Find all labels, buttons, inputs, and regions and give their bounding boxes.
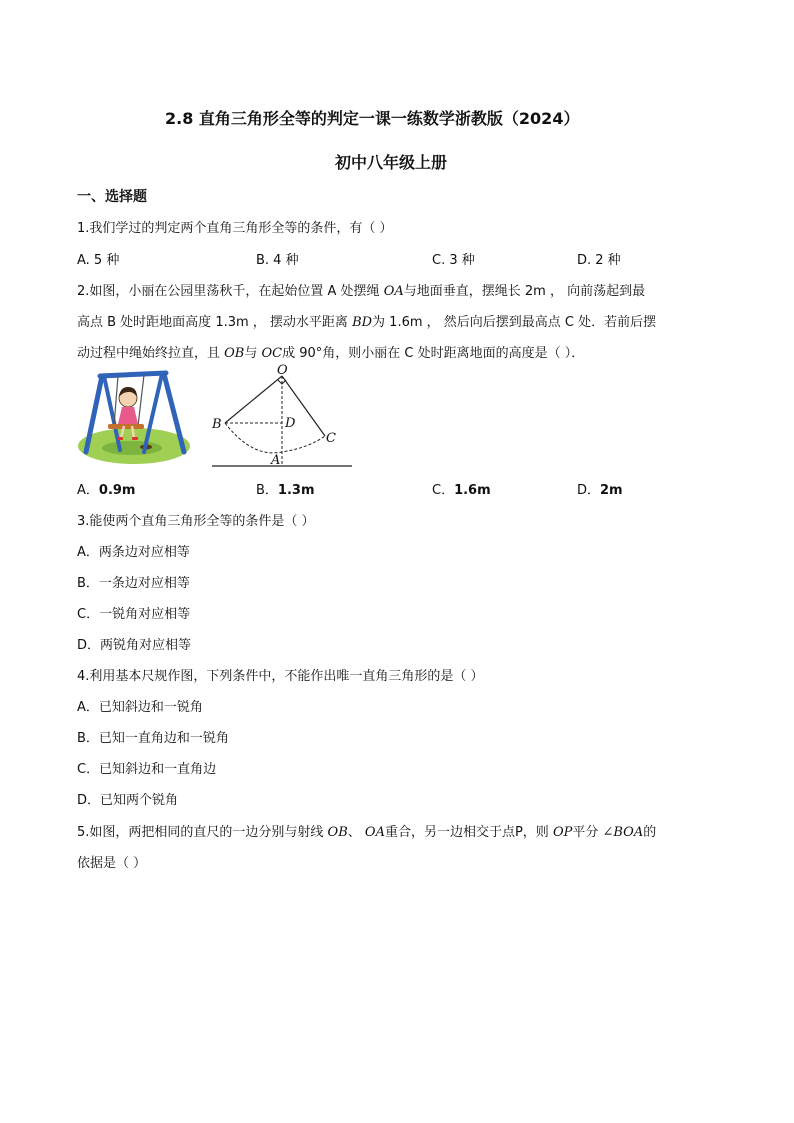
math-OP: OP: [552, 825, 573, 840]
question-2-option-b: [256, 479, 315, 498]
question-4-option-d: D．已知两个锐角: [77, 793, 179, 808]
question-1-option-c: C. 3 种: [432, 253, 475, 268]
label-A: A: [271, 453, 281, 468]
question-1-option-a: A. 5 种: [77, 253, 120, 268]
question-2-text: 与: [244, 346, 262, 361]
pendulum-figure: [206, 364, 356, 470]
question-2-text: 动过程中绳始终拉直，且: [77, 346, 225, 361]
question-3-option-b: B．一条边对应相等: [77, 576, 190, 591]
question-2-line-3: [77, 342, 584, 361]
question-2-line-2: [77, 311, 656, 330]
swing-seat: [108, 424, 144, 429]
question-5-line-2: 依据是（ ）: [77, 856, 147, 871]
question-2-text: 成 90°角，则小丽在 C 处时距离地面的高度是（ ）．: [282, 346, 585, 361]
math-OB: OB: [224, 346, 245, 361]
swing-rope-right: [138, 375, 144, 426]
segment-OB: [225, 376, 282, 423]
question-5-text: 重合，另一边相交于点P，则: [384, 825, 553, 840]
question-2-line-1: [77, 280, 645, 299]
swing-rope-left: [114, 376, 118, 426]
option-letter: A．: [77, 483, 99, 498]
question-4-option-a: A．已知斜边和一锐角: [77, 700, 203, 715]
question-5-text: 、: [347, 825, 365, 840]
math-angle-BOA: ∠BOA: [602, 825, 644, 840]
option-letter: D．: [577, 483, 601, 498]
question-2-text: 高点 B 处时距地面高度 1.3m ， 摆动水平距离: [77, 315, 353, 330]
question-1-option-b: B. 4 种: [256, 253, 299, 268]
grass-shadow: [102, 441, 162, 455]
math-OA: OA: [364, 825, 385, 840]
question-3-stem: 3.能使两个直角三角形全等的条件是（ ）: [77, 514, 315, 529]
girl-shoe-left: [117, 437, 123, 440]
label-O: O: [277, 364, 288, 378]
label-C: C: [326, 431, 336, 446]
label-D: D: [285, 416, 296, 431]
question-5-text: 的: [643, 825, 657, 840]
question-5-line-1: [77, 821, 656, 840]
option-letter: B．: [256, 483, 278, 498]
question-3-option-c: C．一锐角对应相等: [77, 607, 191, 622]
option-value: 0.9m: [98, 483, 136, 498]
option-value: 1.6m: [454, 483, 491, 498]
question-4-stem: 4.利用基本尺规作图，下列条件中，不能作出唯一直角三角形的是（ ）: [77, 669, 484, 684]
question-5-text: 5.如图，两把相同的直尺的一边分别与射线: [77, 825, 328, 840]
math-OC: OC: [261, 346, 283, 361]
question-1-stem: 1.我们学过的判定两个直角三角形全等的条件，有（ ）: [77, 221, 393, 236]
question-2-text: 2.如图，小丽在公园里荡秋千，在起始位置 A 处摆绳: [77, 284, 384, 299]
math-OB: OB: [327, 825, 348, 840]
question-2-text: 为 1.6m ， 然后向后摆到最高点 C 处．若前后摆: [372, 315, 657, 330]
question-2-option-d: [577, 479, 623, 498]
swing-frame-top-bar: [100, 373, 166, 376]
option-value: 1.3m: [277, 483, 315, 498]
math-BD: BD: [352, 315, 373, 330]
question-4-option-c: C．已知斜边和一直角边: [77, 762, 217, 777]
question-2-option-a: [77, 479, 135, 498]
document-title: 2.8 直角三角形全等的判定一课一练数学浙教版（2024）: [165, 109, 580, 128]
question-3-option-a: A．两条边对应相等: [77, 545, 190, 560]
question-3-option-d: D．两锐角对应相等: [77, 638, 192, 653]
girl-shoe-right: [132, 437, 138, 440]
section-heading: 一、选择题: [77, 189, 147, 205]
swing-illustration: [74, 368, 194, 468]
label-B: B: [212, 417, 222, 432]
option-value: 2m: [600, 483, 623, 498]
swing-arc: [225, 423, 325, 453]
document-subtitle: 初中八年级上册: [335, 153, 448, 172]
question-4-option-b: B．已知一直角边和一锐角: [77, 731, 229, 746]
question-2-option-c: [432, 479, 491, 498]
math-OA: OA: [383, 284, 404, 299]
question-1-option-d: D. 2 种: [577, 253, 621, 268]
question-5-text: 平分: [572, 825, 603, 840]
option-letter: C．: [432, 483, 455, 498]
girl-dress: [118, 407, 138, 424]
question-2-text: 与地面垂直，摆绳长 2m ， 向前荡起到最: [403, 284, 646, 299]
